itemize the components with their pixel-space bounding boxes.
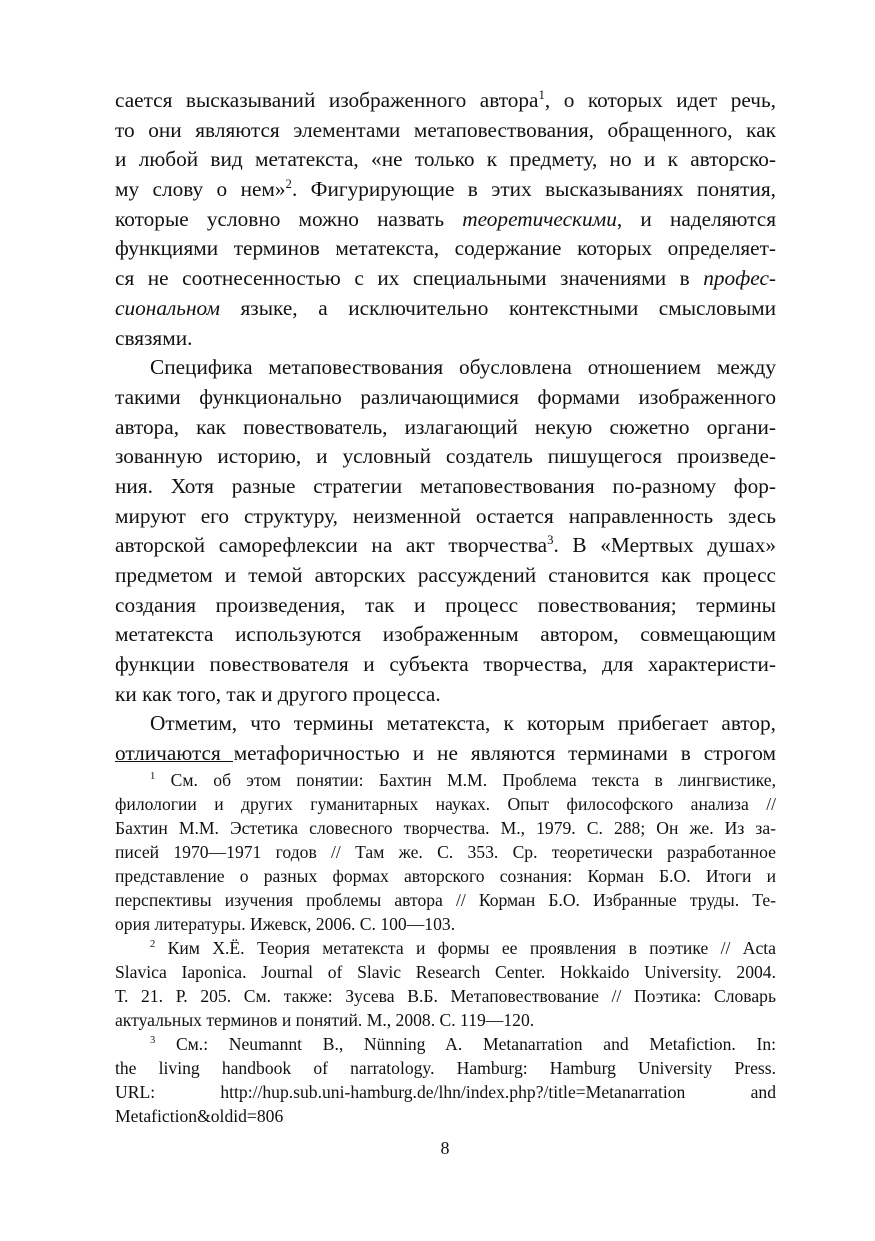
text-run: предметом и темой авторских рассуждений становится как процесс bbox=[115, 563, 776, 587]
footnote-ref: 1 bbox=[150, 771, 156, 783]
footnote-line bbox=[115, 864, 776, 888]
text-run: Metafiction&oldid=806 bbox=[115, 1106, 284, 1126]
text-line bbox=[115, 591, 776, 621]
text-run: актуальных терминов и понятий. М., 2008. С. 119—120. bbox=[115, 1010, 535, 1030]
footnote-line bbox=[115, 1104, 776, 1128]
text-run: См. об этом понятии: Бахтин М.М. Проблема текста в лингвистике, bbox=[155, 770, 776, 790]
footnote-line bbox=[115, 1080, 776, 1104]
text-line bbox=[115, 709, 776, 739]
text-run: мируют его структуру, неизменной остается направленность здесь bbox=[115, 503, 776, 528]
text-run: Slavica Iaponica. Journal of Slavic Research Center. Hokkaido University. 2004. bbox=[115, 962, 776, 982]
footnote-line bbox=[115, 816, 776, 840]
text-run: и любой вид метатекста, «не только к предмету, но и к авторско- bbox=[115, 147, 776, 172]
text-run: отличаются метафоричностью и не являются терминами в строгом bbox=[115, 741, 776, 766]
footnote-line bbox=[115, 936, 776, 960]
text-line bbox=[115, 472, 776, 502]
footnote-line bbox=[115, 912, 776, 936]
text-line bbox=[115, 294, 776, 324]
text-run: Отметим, что термины метатекста, к которым прибегает автор, bbox=[150, 711, 776, 736]
italic-text: сиональном bbox=[115, 295, 220, 320]
text-line bbox=[115, 205, 776, 235]
text-line bbox=[115, 413, 776, 443]
footnote-line bbox=[115, 888, 776, 912]
footnote-line bbox=[115, 840, 776, 864]
text-run: перспективы изучения проблемы автора // Корман Б.О. Избранные труды. Те- bbox=[115, 890, 776, 910]
footnote-ref: 2 bbox=[150, 939, 156, 951]
text-line bbox=[115, 531, 776, 561]
text-line bbox=[115, 145, 776, 175]
text-line bbox=[115, 116, 776, 146]
text-line bbox=[115, 650, 776, 680]
footnote-line bbox=[115, 1008, 776, 1032]
text-line bbox=[115, 442, 776, 472]
text-run: ния. Хотя разные стратегии метаповествования по-разному фор- bbox=[115, 473, 776, 498]
text-line bbox=[115, 175, 776, 205]
footnote-ref: 2 bbox=[285, 176, 292, 191]
text-run: Т. 21. Р. 205. См. также: Зусева В.Б. Метаповествование // Поэтика: Словарь bbox=[115, 986, 776, 1006]
text-line bbox=[115, 353, 776, 383]
text-run: . Фигурирующие в этих высказываниях понятия, bbox=[291, 177, 776, 202]
text-run: the living handbook of narratology. Hamburg: Hamburg University Press. bbox=[115, 1058, 776, 1078]
text-run: языке, а исключительно контекстными смысловыми bbox=[219, 295, 776, 320]
text-run: то они являются элементами метаповествования, обращенного, как bbox=[115, 117, 776, 142]
text-run: писей 1970—1971 годов // Там же. С. 353. Ср. теоретически разработанное bbox=[115, 842, 776, 862]
text-run: ки как того, так и другого процесса. bbox=[115, 681, 441, 706]
footnote-line bbox=[115, 984, 776, 1008]
footnote-line bbox=[115, 1056, 776, 1080]
text-run: связями. bbox=[115, 325, 193, 350]
footnote-ref: 3 bbox=[547, 533, 554, 548]
text-run: представление о разных формах авторского сознания: Корман Б.О. Итоги и bbox=[115, 866, 776, 886]
text-run: авторской саморефлексии на акт творчества bbox=[115, 533, 548, 558]
text-run: , и наделяются bbox=[616, 206, 776, 231]
text-run: метатекста используются изображенным автором, совмещающим bbox=[115, 622, 776, 647]
text-line bbox=[115, 264, 776, 294]
text-line bbox=[115, 383, 776, 413]
text-run: филологии и других гуманитарных науках. Опыт философского анализа // bbox=[115, 794, 776, 814]
text-run: автора, как повествователь, излагающий некую сюжетно органи- bbox=[115, 414, 776, 439]
text-run: функции повествователя и субъекта творчества, для характеристи- bbox=[115, 652, 776, 677]
footnote-separator bbox=[115, 761, 233, 762]
text-run: сается высказываний изображенного автора bbox=[115, 88, 539, 112]
text-run: создания произведения, так и процесс повествования; термины bbox=[115, 592, 776, 617]
text-run: URL: http://hup.sub.uni-hamburg.de/lhn/index.php?/title=Metanarration and bbox=[115, 1082, 776, 1102]
text-run: которые условно можно назвать bbox=[115, 206, 463, 231]
footnote-line bbox=[115, 1032, 776, 1056]
footnote-ref: 3 bbox=[150, 1035, 156, 1047]
text-line bbox=[115, 561, 776, 591]
text-line bbox=[115, 680, 776, 710]
page-number: 8 bbox=[440, 1138, 450, 1158]
footnote-ref: 1 bbox=[538, 87, 545, 102]
text-line bbox=[115, 502, 776, 532]
text-run: См.: Neumannt B., Nünning A. Metanarration and Metafiction. In: bbox=[155, 1034, 776, 1054]
text-run: функциями терминов метатекста, содержание которых определяет- bbox=[115, 236, 776, 261]
italic-text: теоретическими bbox=[462, 206, 617, 231]
text-line bbox=[115, 234, 776, 264]
footnote-line bbox=[115, 792, 776, 816]
text-line bbox=[115, 86, 776, 116]
text-run: такими функционально различающимися формами изображенного bbox=[115, 384, 776, 409]
text-run: му слову о нем» bbox=[115, 177, 286, 202]
footnote-line bbox=[115, 768, 776, 792]
text-line bbox=[115, 620, 776, 650]
footnote-line bbox=[115, 960, 776, 984]
main-text bbox=[115, 86, 776, 769]
text-run: зованную историю, и условный создатель пишущегося произведе- bbox=[115, 444, 776, 469]
text-line bbox=[115, 324, 776, 354]
footnotes bbox=[115, 768, 776, 1128]
text-run: ся не соотнесенностью с их специальными значениями в bbox=[115, 266, 704, 291]
text-run: ория литературы. Ижевск, 2006. С. 100—103. bbox=[115, 914, 456, 934]
text-run: Специфика метаповествования обусловлена отношением между bbox=[150, 355, 776, 380]
italic-text: профес- bbox=[703, 266, 776, 291]
text-run: Бахтин М.М. Эстетика словесного творчества. М., 1979. С. 288; Он же. Из за- bbox=[115, 818, 776, 838]
text-run: , о которых идет речь, bbox=[544, 88, 777, 112]
text-run: Ким Х.Ё. Теория метатекста и формы ее проявления в поэтике // Acta bbox=[155, 938, 776, 958]
text-run: . В «Мертвых душах» bbox=[553, 533, 776, 558]
text-line bbox=[115, 739, 776, 769]
